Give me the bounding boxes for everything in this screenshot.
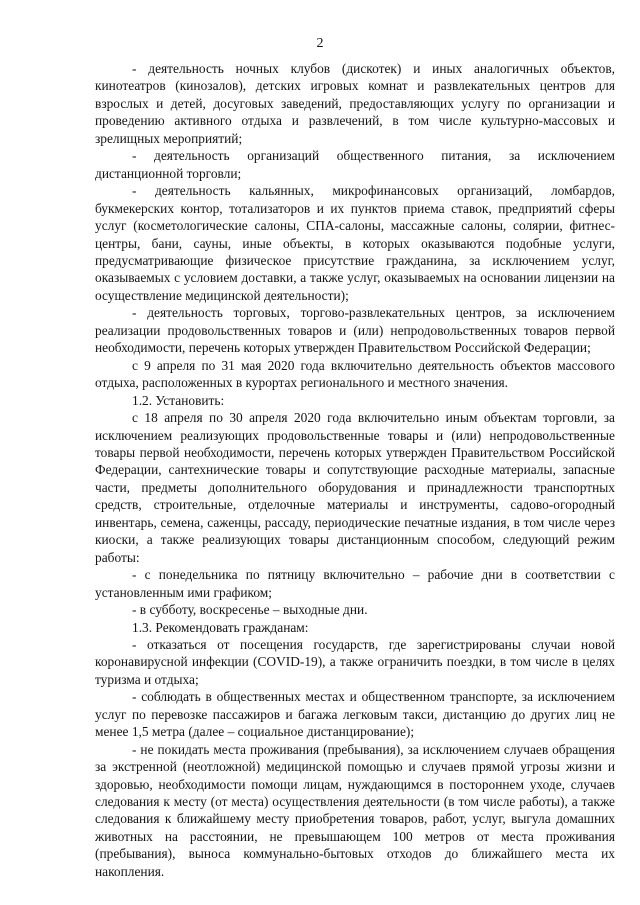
paragraph-nightclubs: - деятельность ночных клубов (дискотек) и иных аналогичных объектов, кинотеатров (кинозалов), детских игровых комнат и развлекательных центров для взрослых и детей, досуговых заведений, предоставляющих услугу по организации и проведению активного отдыха и развлечений, в том числе культурно-массовых и зрелищных мероприятий; (95, 61, 615, 146)
page-number: 2 (316, 36, 324, 51)
paragraph-weekend: - в субботу, воскресенье – выходные дни. (132, 602, 368, 618)
paragraph-hookah-services: - деятельность кальянных, микрофинансовых организаций, ломбардов, букмекерских контор, тотализаторов и их пунктов приема ставок, предприятий сферы услуг (косметологические салоны, СПА-салоны, массажные салоны, солярии, фитнес-центры, бани, сауны, иные объекты, в которых оказываются подобные услуги, предусматривающие физическое присутствие гражданина, за исключением услуг, оказываемых с условием доставки, а также услуг, оказываемых на основании лицензии на осуществление медицинской деятельности); (95, 183, 615, 303)
paragraph-distancing: - соблюдать в общественных местах и общественном транспорте, за исключением услуг по перевозке пассажиров и багажа легковым такси, дистанцию до других лиц не менее 1,5 метра (далее – социальное дистанцирование); (95, 689, 615, 740)
section-1-2-heading: 1.2. Установить: (132, 392, 225, 408)
paragraph-stay-home: - не покидать места проживания (пребывания), за исключением случаев обращения за экстренной (неотложной) медицинской помощью и случаев прямой угрозы жизни и здоровью, необходимости помощи лицам, нуждающимся в постороннем уходе, случаев следования к месту (от места) осуществления деятельности (в том числе работы), а также следования к ближайшему месту приобретения товаров, работ, услуг, выгула домашних животных на расстоянии, не превышающем 100 метров от места проживания (пребывания), выноса коммунально-бытовых отходов до ближайшего места их накопления. (95, 741, 615, 879)
paragraph-resorts: с 9 апреля по 31 мая 2020 года включительно деятельность объектов массового отдыха, расположенных в курортах регионального и местного значения. (95, 357, 615, 391)
paragraph-catering: - деятельность организаций общественного питания, за исключением дистанционной торговли; (95, 148, 615, 181)
paragraph-weekdays: - с понедельника по пятницу включительно – рабочие дни в соответствии с установленным ими графиком; (95, 567, 615, 600)
document-body (95, 60, 615, 880)
paragraph-trade-regime: с 18 апреля по 30 апреля 2020 года включительно иным объектам торговли, за исключением реализующих продовольственные товары и (или) непродовольственные товары первой необходимости, перечень которых утвержден Правительством Российской Федерации, сантехнические товары и сопутствующие расходные материалы, запасные части, предметы дополнительного оборудования и принадлежности транспортных средств, строительные, отделочные материалы и инструменты, садово-огородный инвентарь, семена, саженцы, рассаду, периодические печатные издания, в том числе через киоски, а также реализующих товары дистанционным способом, следующий режим работы: (95, 410, 615, 565)
paragraph-shopping-centers: - деятельность торговых, торгово-развлекательных центров, за исключением реализации продовольственных товаров и (или) непродовольственных товаров первой необходимости, перечень которых утвержден Правительством Российской Федерации; (95, 305, 615, 356)
paragraph-travel: - отказаться от посещения государств, где зарегистрированы случаи новой коронавирусной инфекции (COVID-19), а также ограничить поездки, в том числе в целях туризма и отдыха; (95, 636, 615, 687)
section-1-3-heading: 1.3. Рекомендовать гражданам: (132, 619, 309, 635)
